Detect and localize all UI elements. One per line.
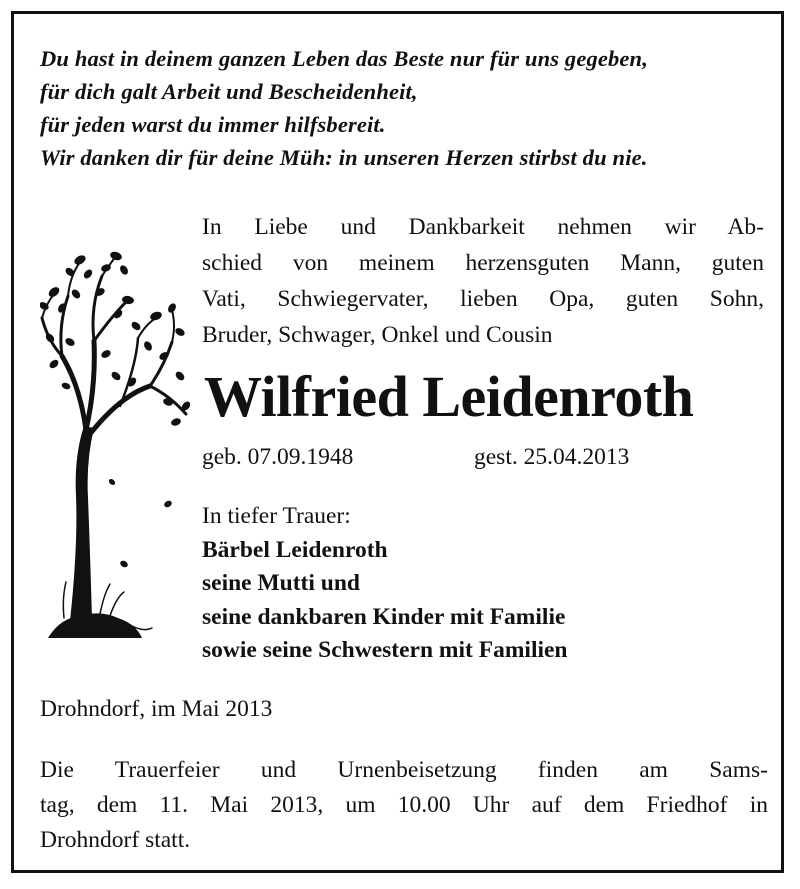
place-date: Drohndorf, im Mai 2013	[40, 696, 273, 722]
funeral-info	[40, 753, 768, 858]
mourner-line: seine dankbaren Kinder mit Familie	[202, 603, 566, 630]
mourning-label: In tiefer Trauer:	[202, 503, 351, 529]
intro-line: In Liebe und Dankbarkeit nehmen wir Ab-	[202, 214, 764, 240]
intro-line: Vati, Schwiegervater, lieben Opa, guten Sohn,	[202, 286, 764, 312]
mourner-line: sowie seine Schwestern mit Familien	[202, 637, 568, 663]
poem-line: für dich galt Arbeit und Bescheidenheit,	[40, 79, 418, 104]
mourner-line: Bärbel Leidenroth	[202, 536, 388, 563]
tree-icon	[40, 246, 190, 646]
obituary-frame	[11, 11, 784, 873]
intro-line: Bruder, Schwager, Onkel und Cousin	[202, 322, 553, 348]
poem-line: Wir danken dir für deine Müh: in unseren Herzen stirbst du nie.	[40, 145, 648, 170]
poem	[40, 42, 776, 174]
funeral-line: Die Trauerfeier und Urnenbeisetzung finden am Sams-	[40, 757, 768, 783]
intro-line: schied von meinem herzensguten Mann, guten	[202, 250, 764, 276]
death-date: gest. 25.04.2013	[474, 444, 630, 470]
poem-line: Du hast in deinem ganzen Leben das Beste nur für uns gegeben,	[40, 46, 648, 71]
funeral-line: Drohndorf statt.	[40, 827, 191, 853]
deceased-name: Wilfried Leidenroth	[204, 364, 694, 429]
mourners-block	[202, 500, 762, 668]
intro-text	[202, 209, 764, 353]
poem-line: für jeden warst du immer hilfsbereit.	[40, 112, 386, 137]
life-dates	[202, 441, 702, 473]
funeral-line: tag, dem 11. Mai 2013, um 10.00 Uhr auf dem Friedhof in	[40, 792, 768, 818]
mourner-line: seine Mutti und	[202, 570, 360, 596]
birth-date: geb. 07.09.1948	[202, 444, 354, 470]
